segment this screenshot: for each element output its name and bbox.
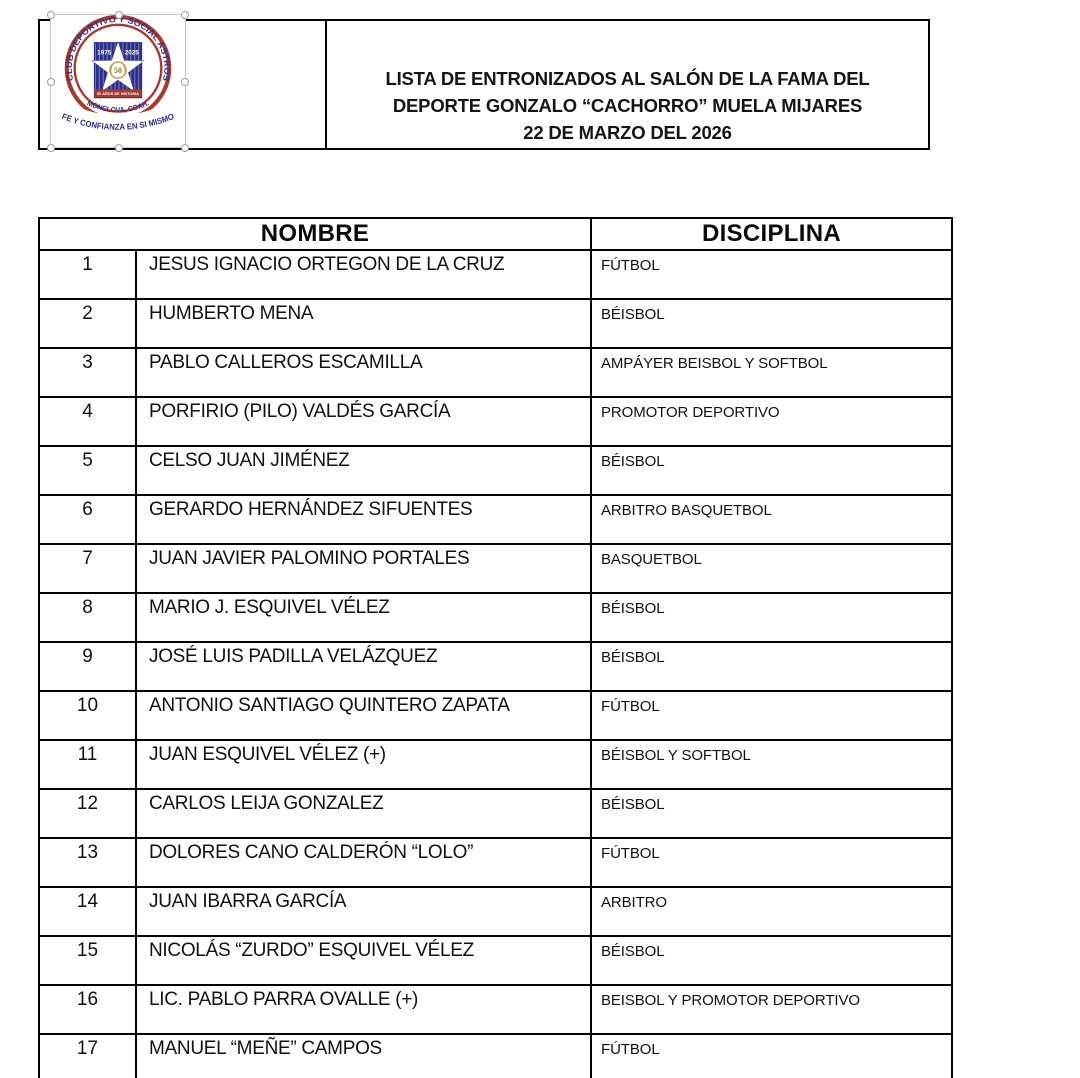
roster-table (38, 217, 953, 1078)
svg-text:1975: 1975 (97, 49, 112, 57)
row-discipline: ARBITRO BASQUETBOL (591, 495, 952, 544)
roster-row (39, 691, 952, 740)
row-discipline: BASQUETBOL (591, 544, 952, 593)
row-name: NICOLÁS “ZURDO” ESQUIVEL VÉLEZ (136, 936, 591, 985)
row-name: JUAN JAVIER PALOMINO PORTALES (136, 544, 591, 593)
row-discipline: PROMOTOR DEPORTIVO (591, 397, 952, 446)
roster-header-row (39, 218, 952, 250)
row-number: 17 (39, 1034, 136, 1078)
selection-handle-bottom-left[interactable] (47, 144, 55, 152)
roster-row (39, 789, 952, 838)
roster-row (39, 495, 952, 544)
row-discipline: BÉISBOL (591, 299, 952, 348)
row-name: JESUS IGNACIO ORTEGON DE LA CRUZ (136, 250, 591, 299)
roster-table-body (39, 250, 952, 1078)
row-number: 3 (39, 348, 136, 397)
row-discipline: FÚTBOL (591, 1034, 952, 1078)
roster-row (39, 250, 952, 299)
selection-handle-bottom-right[interactable] (181, 144, 189, 152)
row-number: 9 (39, 642, 136, 691)
roster-row (39, 936, 952, 985)
row-name: CARLOS LEIJA GONZALEZ (136, 789, 591, 838)
row-discipline: FÚTBOL (591, 691, 952, 740)
roster-row (39, 740, 952, 789)
row-number: 14 (39, 887, 136, 936)
row-name: HUMBERTO MENA (136, 299, 591, 348)
roster-row (39, 1034, 952, 1078)
club-logo-image[interactable] (50, 14, 186, 148)
row-number: 1 (39, 250, 136, 299)
row-name: MANUEL “MEÑE” CAMPOS (136, 1034, 591, 1078)
row-number: 7 (39, 544, 136, 593)
column-header-nombre: NOMBRE (39, 218, 591, 250)
row-number: 6 (39, 495, 136, 544)
row-name: LIC. PABLO PARRA OVALLE (+) (136, 985, 591, 1034)
roster-row (39, 544, 952, 593)
row-number: 10 (39, 691, 136, 740)
row-name: GERARDO HERNÁNDEZ SIFUENTES (136, 495, 591, 544)
row-number: 11 (39, 740, 136, 789)
selection-handle-top-left[interactable] (47, 11, 55, 19)
selection-handle-middle-left[interactable] (47, 78, 55, 86)
row-discipline: BÉISBOL (591, 789, 952, 838)
roster-row (39, 397, 952, 446)
roster-row (39, 985, 952, 1034)
row-name: JOSÉ LUIS PADILLA VELÁZQUEZ (136, 642, 591, 691)
roster-row (39, 299, 952, 348)
title-cell (327, 21, 928, 148)
row-number: 16 (39, 985, 136, 1034)
row-discipline: BÉISBOL (591, 936, 952, 985)
column-header-disciplina: DISCIPLINA (591, 218, 952, 250)
row-number: 2 (39, 299, 136, 348)
logo-motto-text: FE Y CONFIANZA EN SI MISMO (60, 110, 176, 132)
row-discipline: BÉISBOL (591, 593, 952, 642)
selection-handle-middle-right[interactable] (181, 78, 189, 86)
logo-anniversary-number: 50 (114, 66, 122, 76)
row-name: DOLORES CANO CALDERÓN “LOLO” (136, 838, 591, 887)
row-name: CELSO JUAN JIMÉNEZ (136, 446, 591, 495)
row-name: PABLO CALLEROS ESCAMILLA (136, 348, 591, 397)
selection-handle-top-middle[interactable] (115, 11, 123, 19)
row-discipline: BÉISBOL (591, 446, 952, 495)
row-discipline: FÚTBOL (591, 250, 952, 299)
row-discipline: AMPÁYER BEISBOL Y SOFTBOL (591, 348, 952, 397)
document-title-line-2: DEPORTE GONZALO “CACHORRO” MUELA MIJARES (392, 95, 863, 116)
row-number: 13 (39, 838, 136, 887)
row-number: 4 (39, 397, 136, 446)
row-number: 12 (39, 789, 136, 838)
document-title-line-1: LISTA DE ENTRONIZADOS AL SALÓN DE LA FAMA DEL (385, 68, 870, 89)
svg-text:2025: 2025 (124, 49, 139, 57)
logo-banner-text: 50 AÑOS DE HISTORIA (97, 92, 139, 97)
row-name: ANTONIO SANTIAGO QUINTERO ZAPATA (136, 691, 591, 740)
club-crest-icon (51, 15, 185, 147)
roster-row (39, 838, 952, 887)
row-number: 5 (39, 446, 136, 495)
row-name: JUAN IBARRA GARCÍA (136, 887, 591, 936)
row-discipline: BÉISBOL Y SOFTBOL (591, 740, 952, 789)
roster-row (39, 446, 952, 495)
row-discipline: BÉISBOL (591, 642, 952, 691)
logo-ring-text: CLUB DEPORTIVO Y SOCIAL ASTROS (64, 15, 172, 82)
selection-handle-top-right[interactable] (181, 11, 189, 19)
row-number: 15 (39, 936, 136, 985)
row-discipline: ARBITRO (591, 887, 952, 936)
row-discipline: FÚTBOL (591, 838, 952, 887)
document-title-line-3: 22 DE MARZO DEL 2026 (523, 122, 732, 143)
row-number: 8 (39, 593, 136, 642)
roster-row (39, 887, 952, 936)
row-name: JUAN ESQUIVEL VÉLEZ (+) (136, 740, 591, 789)
roster-row (39, 642, 952, 691)
row-name: MARIO J. ESQUIVEL VÉLEZ (136, 593, 591, 642)
logo-city-text: MONCLOVA, COAH. (85, 98, 151, 115)
selection-handle-bottom-middle[interactable] (115, 144, 123, 152)
row-discipline: BEISBOL Y PROMOTOR DEPORTIVO (591, 985, 952, 1034)
row-name: PORFIRIO (PILO) VALDÉS GARCÍA (136, 397, 591, 446)
roster-row (39, 348, 952, 397)
roster-row (39, 593, 952, 642)
